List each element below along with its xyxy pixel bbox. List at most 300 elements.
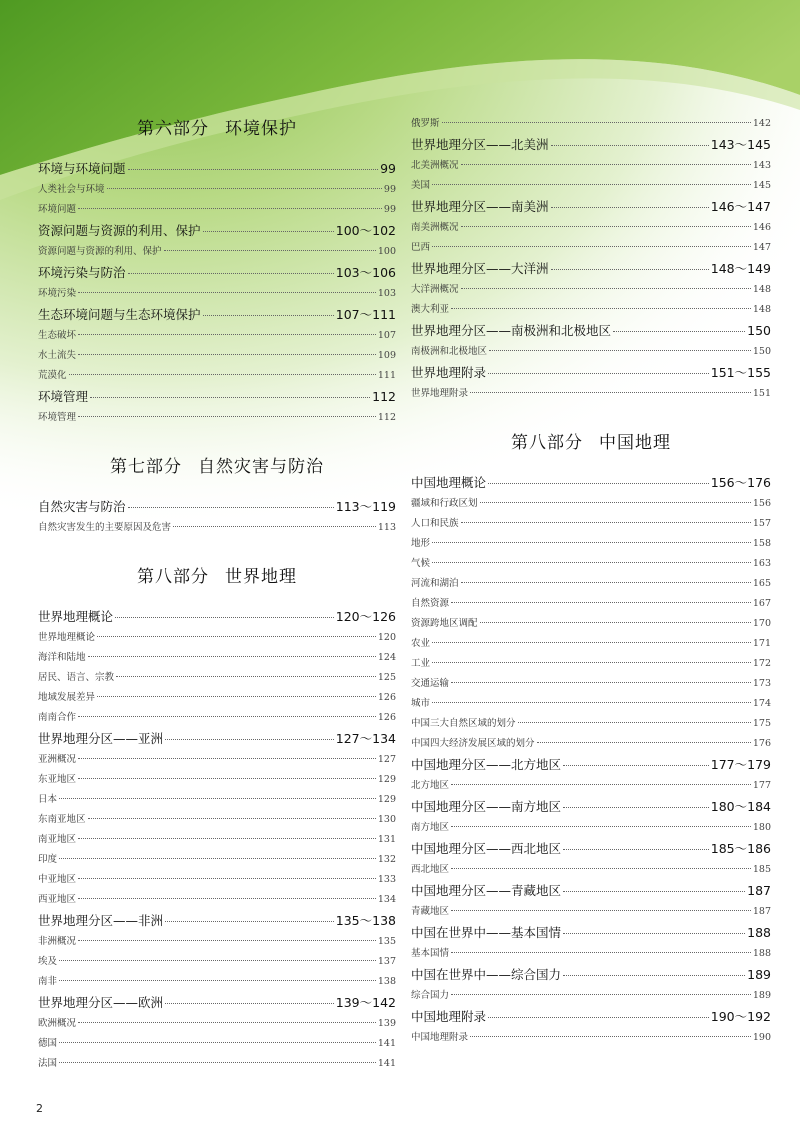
toc-sub-entry[interactable]	[38, 810, 396, 830]
dot-leader	[432, 184, 751, 185]
left-column	[38, 112, 396, 1074]
toc-sub-entry[interactable]	[38, 1014, 396, 1034]
entry-title: 中国地理分区——西北地区	[411, 841, 562, 856]
dot-leader	[451, 952, 751, 953]
entry-title: 欧洲概况	[38, 1018, 77, 1029]
entry-page: 111	[377, 370, 396, 381]
toc-sub-entry[interactable]	[38, 366, 396, 386]
dot-leader	[488, 373, 709, 374]
entry-page: 189	[752, 990, 771, 1001]
dot-leader	[90, 397, 370, 398]
entry-title: 水土流失	[38, 350, 77, 361]
page-number: 2	[36, 1102, 43, 1115]
toc-chapter-entry[interactable]	[38, 262, 396, 284]
toc-sub-entry[interactable]	[411, 574, 771, 594]
toc-sub-entry[interactable]	[38, 628, 396, 648]
dot-leader	[461, 522, 751, 523]
entry-page: 134	[377, 894, 396, 905]
dot-leader	[78, 1022, 376, 1023]
dot-leader	[78, 208, 382, 209]
dot-leader	[78, 354, 376, 355]
dot-leader	[480, 502, 751, 503]
toc-chapter-entry[interactable]	[38, 496, 396, 518]
entry-title: 基本国情	[411, 948, 450, 959]
dot-leader	[537, 742, 751, 743]
entry-page: 146～147	[710, 199, 771, 214]
entry-page: 143～145	[710, 137, 771, 152]
toc-sub-entry[interactable]	[411, 218, 771, 238]
entry-page: 103～106	[335, 265, 396, 280]
dot-leader	[78, 778, 376, 779]
part-number: 第七部分	[110, 457, 182, 477]
entry-title: 南极洲和北极地区	[411, 346, 488, 357]
entry-page: 99	[383, 204, 396, 215]
entry-title: 中国地理分区——青藏地区	[411, 883, 562, 898]
entry-title: 中国地理分区——北方地区	[411, 757, 562, 772]
toc-sub-entry[interactable]	[411, 734, 771, 754]
toc-sub-entry[interactable]	[411, 902, 771, 922]
dot-leader	[59, 858, 376, 859]
entry-page: 185～186	[710, 841, 771, 856]
toc-chapter-entry[interactable]	[411, 796, 771, 818]
entry-title: 北方地区	[411, 780, 450, 791]
entry-title: 世界地理附录	[411, 388, 469, 399]
toc-sub-entry[interactable]	[411, 114, 771, 134]
entry-page: 180	[752, 822, 771, 833]
toc-sub-entry[interactable]	[38, 890, 396, 910]
dot-leader	[107, 188, 382, 189]
entry-title: 综合国力	[411, 990, 450, 1001]
entry-page: 180～184	[710, 799, 771, 814]
toc-sub-entry[interactable]	[411, 238, 771, 258]
toc-sub-entry[interactable]	[38, 242, 396, 262]
dot-leader	[203, 315, 334, 316]
dot-leader	[88, 656, 376, 657]
toc-chapter-entry[interactable]	[411, 258, 771, 280]
entry-page: 139	[377, 1018, 396, 1029]
entry-page: 138	[377, 976, 396, 987]
entry-page: 158	[752, 538, 771, 549]
dot-leader	[551, 145, 709, 146]
entry-page: 177～179	[710, 757, 771, 772]
entry-page: 126	[377, 692, 396, 703]
entry-page: 99	[383, 184, 396, 195]
dot-leader	[461, 226, 751, 227]
entry-title: 地形	[411, 538, 431, 549]
entry-page: 127	[377, 754, 396, 765]
entry-title: 法国	[38, 1058, 58, 1069]
dot-leader	[451, 994, 751, 995]
dot-leader	[563, 807, 709, 808]
entry-title: 东南亚地区	[38, 814, 86, 825]
toc-sub-entry[interactable]	[411, 280, 771, 300]
entry-page: 133	[377, 874, 396, 885]
entry-title: 南非	[38, 976, 58, 987]
toc-sub-entry[interactable]	[411, 714, 771, 734]
entry-title: 工业	[411, 658, 431, 669]
toc-sub-entry[interactable]	[38, 790, 396, 810]
entry-title: 世界地理分区——亚洲	[38, 731, 164, 746]
toc-sub-entry[interactable]	[38, 750, 396, 770]
entry-title: 生态破坏	[38, 330, 77, 341]
toc-sub-entry[interactable]	[38, 850, 396, 870]
toc-chapter-entry[interactable]	[411, 1006, 771, 1028]
toc-chapter-entry[interactable]	[38, 992, 396, 1014]
dot-leader	[165, 921, 334, 922]
entry-page: 147	[752, 242, 771, 253]
dot-leader	[613, 331, 745, 332]
entry-page: 175	[752, 718, 771, 729]
entry-title: 中国地理附录	[411, 1009, 487, 1024]
toc-chapter-entry[interactable]	[38, 728, 396, 750]
entry-page: 142	[752, 118, 771, 129]
entry-page: 124	[377, 652, 396, 663]
part-heading	[38, 450, 396, 484]
dot-leader	[173, 526, 376, 527]
dot-leader	[451, 682, 751, 683]
entry-page: 177	[752, 780, 771, 791]
dot-leader	[563, 933, 745, 934]
dot-leader	[470, 1036, 751, 1037]
toc-chapter-entry[interactable]	[38, 158, 396, 180]
toc-chapter-entry[interactable]	[411, 880, 771, 902]
dot-leader	[115, 617, 334, 618]
entry-title: 世界地理分区——欧洲	[38, 995, 164, 1010]
part-name: 中国地理	[599, 433, 671, 453]
entry-page: 109	[377, 350, 396, 361]
entry-title: 环境管理	[38, 389, 89, 404]
dot-leader	[432, 562, 751, 563]
entry-page: 173	[752, 678, 771, 689]
part-number: 第六部分	[137, 119, 209, 139]
toc-chapter-entry[interactable]	[411, 964, 771, 986]
toc-sub-entry[interactable]	[38, 688, 396, 708]
toc-sub-entry[interactable]	[38, 284, 396, 304]
toc-sub-entry[interactable]	[411, 534, 771, 554]
entry-title: 埃及	[38, 956, 58, 967]
dot-leader	[78, 940, 376, 941]
dot-leader	[97, 636, 376, 637]
entry-title: 中国地理概论	[411, 475, 487, 490]
entry-title: 南南合作	[38, 712, 77, 723]
entry-title: 人口和民族	[411, 518, 459, 529]
entry-title: 世界地理分区——南美洲	[411, 199, 549, 214]
toc-chapter-entry[interactable]	[38, 910, 396, 932]
entry-title: 俄罗斯	[411, 118, 440, 129]
toc-chapter-entry[interactable]	[411, 320, 771, 342]
entry-title: 自然灾害与防治	[38, 499, 126, 514]
dot-leader	[59, 960, 376, 961]
dot-leader	[203, 231, 334, 232]
toc-sub-entry[interactable]	[38, 830, 396, 850]
right-column	[411, 114, 771, 1048]
entry-title: 世界地理概论	[38, 609, 114, 624]
entry-page: 126	[377, 712, 396, 723]
entry-page: 125	[377, 672, 396, 683]
entry-page: 172	[752, 658, 771, 669]
entry-page: 113～119	[335, 499, 396, 514]
toc-sub-entry[interactable]	[411, 654, 771, 674]
toc-sub-entry[interactable]	[411, 634, 771, 654]
toc-sub-entry[interactable]	[38, 408, 396, 428]
entry-page: 107～111	[335, 307, 396, 322]
entry-page: 129	[377, 774, 396, 785]
toc-sub-entry[interactable]	[38, 932, 396, 952]
entry-page: 120～126	[335, 609, 396, 624]
dot-leader	[432, 662, 751, 663]
toc-sub-entry[interactable]	[411, 156, 771, 176]
entry-title: 荒漠化	[38, 370, 67, 381]
entry-page: 187	[747, 883, 771, 898]
part-name: 世界地理	[225, 567, 297, 587]
entry-page: 146	[752, 222, 771, 233]
dot-leader	[78, 334, 376, 335]
toc-chapter-entry[interactable]	[411, 472, 771, 494]
entry-title: 亚洲概况	[38, 754, 77, 765]
dot-leader	[128, 507, 334, 508]
toc-sub-entry[interactable]	[411, 986, 771, 1006]
entry-title: 环境污染	[38, 288, 77, 299]
toc-chapter-entry[interactable]	[38, 220, 396, 242]
entry-page: 100	[377, 246, 396, 257]
dot-leader	[488, 483, 709, 484]
toc-chapter-entry[interactable]	[38, 304, 396, 326]
dot-leader	[88, 818, 376, 819]
toc-sub-entry[interactable]	[411, 514, 771, 534]
entry-page: 167	[752, 598, 771, 609]
entry-page: 187	[752, 906, 771, 917]
dot-leader	[461, 164, 751, 165]
entry-title: 自然灾害发生的主要原因及危害	[38, 522, 172, 533]
entry-title: 世界地理附录	[411, 365, 487, 380]
entry-title: 美国	[411, 180, 431, 191]
entry-title: 环境问题	[38, 204, 77, 215]
entry-title: 中国四大经济发展区域的划分	[411, 738, 535, 749]
entry-title: 资源问题与资源的利用、保护	[38, 246, 162, 257]
entry-title: 澳大利亚	[411, 304, 450, 315]
entry-page: 163	[752, 558, 771, 569]
entry-title: 西亚地区	[38, 894, 77, 905]
toc-sub-entry[interactable]	[38, 180, 396, 200]
entry-title: 资源问题与资源的利用、保护	[38, 223, 201, 238]
entry-page: 174	[752, 698, 771, 709]
dot-leader	[488, 1017, 709, 1018]
toc-sub-entry[interactable]	[38, 1054, 396, 1074]
dot-leader	[432, 642, 751, 643]
dot-leader	[451, 826, 751, 827]
entry-page: 120	[377, 632, 396, 643]
dot-leader	[470, 392, 751, 393]
entry-title: 中国在世界中——基本国情	[411, 925, 562, 940]
entry-page: 156～176	[710, 475, 771, 490]
entry-page: 113	[377, 522, 396, 533]
dot-leader	[451, 910, 751, 911]
dot-leader	[69, 374, 376, 375]
entry-page: 145	[752, 180, 771, 191]
entry-title: 世界地理概论	[38, 632, 96, 643]
entry-page: 190～192	[710, 1009, 771, 1024]
dot-leader	[489, 350, 751, 351]
dot-leader	[551, 207, 709, 208]
toc-chapter-entry[interactable]	[411, 196, 771, 218]
entry-page: 148	[752, 304, 771, 315]
entry-page: 165	[752, 578, 771, 589]
entry-title: 世界地理分区——大洋洲	[411, 261, 549, 276]
toc-chapter-entry[interactable]	[411, 922, 771, 944]
part-number: 第八部分	[137, 567, 209, 587]
toc-sub-entry[interactable]	[411, 300, 771, 320]
dot-leader	[165, 739, 334, 740]
toc-sub-entry[interactable]	[38, 770, 396, 790]
entry-page: 129	[377, 794, 396, 805]
entry-title: 西北地区	[411, 864, 450, 875]
dot-leader	[78, 716, 376, 717]
toc-chapter-entry[interactable]	[38, 606, 396, 628]
dot-leader	[116, 676, 376, 677]
part-heading	[38, 112, 396, 146]
dot-leader	[59, 980, 376, 981]
dot-leader	[432, 246, 751, 247]
toc-sub-entry[interactable]	[411, 818, 771, 838]
entry-page: 131	[377, 834, 396, 845]
toc-sub-entry[interactable]	[38, 326, 396, 346]
toc-sub-entry[interactable]	[411, 594, 771, 614]
entry-title: 城市	[411, 698, 431, 709]
entry-page: 176	[752, 738, 771, 749]
entry-title: 大洋洲概况	[411, 284, 459, 295]
dot-leader	[78, 878, 376, 879]
toc-chapter-entry[interactable]	[411, 754, 771, 776]
toc-sub-entry[interactable]	[411, 944, 771, 964]
entry-title: 农业	[411, 638, 431, 649]
part-number: 第八部分	[511, 433, 583, 453]
dot-leader	[164, 250, 376, 251]
entry-page: 127～134	[335, 731, 396, 746]
dot-leader	[78, 758, 376, 759]
dot-leader	[59, 1042, 376, 1043]
toc-sub-entry[interactable]	[38, 518, 396, 538]
entry-title: 环境污染与防治	[38, 265, 126, 280]
dot-leader	[461, 582, 751, 583]
entry-title: 地域发展差异	[38, 692, 96, 703]
toc-sub-entry[interactable]	[411, 554, 771, 574]
entry-title: 交通运输	[411, 678, 450, 689]
entry-title: 巴西	[411, 242, 431, 253]
toc-sub-entry[interactable]	[38, 972, 396, 992]
dot-leader	[451, 602, 751, 603]
toc-sub-entry[interactable]	[38, 346, 396, 366]
toc-sub-entry[interactable]	[38, 870, 396, 890]
toc-chapter-entry[interactable]	[411, 838, 771, 860]
dot-leader	[78, 416, 376, 417]
dot-leader	[451, 868, 751, 869]
entry-title: 气候	[411, 558, 431, 569]
toc-sub-entry[interactable]	[411, 384, 771, 404]
dot-leader	[165, 1003, 334, 1004]
entry-title: 人类社会与环境	[38, 184, 105, 195]
entry-title: 中国三大自然区域的划分	[411, 718, 516, 729]
entry-title: 日本	[38, 794, 58, 805]
entry-title: 中国在世界中——综合国力	[411, 967, 562, 982]
toc-sub-entry[interactable]	[38, 668, 396, 688]
toc-sub-entry[interactable]	[38, 1034, 396, 1054]
dot-leader	[128, 273, 334, 274]
entry-page: 99	[380, 161, 396, 176]
entry-page: 170	[752, 618, 771, 629]
entry-title: 南方地区	[411, 822, 450, 833]
entry-title: 环境与环境问题	[38, 161, 126, 176]
toc-sub-entry[interactable]	[411, 176, 771, 196]
entry-page: 148	[752, 284, 771, 295]
dot-leader	[518, 722, 751, 723]
entry-title: 生态环境问题与生态环境保护	[38, 307, 201, 322]
toc-sub-entry[interactable]	[411, 860, 771, 880]
toc-chapter-entry[interactable]	[411, 134, 771, 156]
toc-chapter-entry[interactable]	[411, 362, 771, 384]
toc-sub-entry[interactable]	[411, 494, 771, 514]
entry-title: 印度	[38, 854, 58, 865]
entry-page: 189	[747, 967, 771, 982]
toc-sub-entry[interactable]	[38, 648, 396, 668]
toc-sub-entry[interactable]	[411, 674, 771, 694]
dot-leader	[451, 784, 751, 785]
entry-title: 中亚地区	[38, 874, 77, 885]
toc-sub-entry[interactable]	[38, 952, 396, 972]
entry-page: 112	[377, 412, 396, 423]
entry-title: 中国地理附录	[411, 1032, 469, 1043]
entry-title: 居民、语言、宗教	[38, 672, 115, 683]
dot-leader	[78, 838, 376, 839]
entry-title: 非洲概况	[38, 936, 77, 947]
entry-page: 190	[752, 1032, 771, 1043]
entry-title: 河流和湖泊	[411, 578, 459, 589]
toc-chapter-entry[interactable]	[38, 386, 396, 408]
entry-page: 185	[752, 864, 771, 875]
toc-sub-entry[interactable]	[411, 1028, 771, 1048]
entry-page: 150	[752, 346, 771, 357]
entry-page: 141	[377, 1058, 396, 1069]
dot-leader	[551, 269, 709, 270]
entry-title: 北美洲概况	[411, 160, 459, 171]
dot-leader	[97, 696, 376, 697]
dot-leader	[59, 798, 376, 799]
entry-page: 143	[752, 160, 771, 171]
dot-leader	[78, 898, 376, 899]
entry-page: 100～102	[335, 223, 396, 238]
entry-page: 151	[752, 388, 771, 399]
part-name: 自然灾害与防治	[198, 457, 324, 477]
toc-sub-entry[interactable]	[411, 342, 771, 362]
toc-sub-entry[interactable]	[411, 694, 771, 714]
part-name: 环境保护	[225, 119, 297, 139]
toc-sub-entry[interactable]	[411, 614, 771, 634]
entry-title: 环境管理	[38, 412, 77, 423]
entry-page: 139～142	[335, 995, 396, 1010]
entry-page: 107	[377, 330, 396, 341]
entry-page: 132	[377, 854, 396, 865]
toc-sub-entry[interactable]	[411, 776, 771, 796]
entry-page: 148～149	[710, 261, 771, 276]
entry-page: 137	[377, 956, 396, 967]
entry-page: 171	[752, 638, 771, 649]
entry-page: 135～138	[335, 913, 396, 928]
entry-page: 151～155	[710, 365, 771, 380]
dot-leader	[563, 975, 745, 976]
toc-sub-entry[interactable]	[38, 708, 396, 728]
entry-page: 188	[752, 948, 771, 959]
entry-title: 世界地理分区——非洲	[38, 913, 164, 928]
toc-sub-entry[interactable]	[38, 200, 396, 220]
